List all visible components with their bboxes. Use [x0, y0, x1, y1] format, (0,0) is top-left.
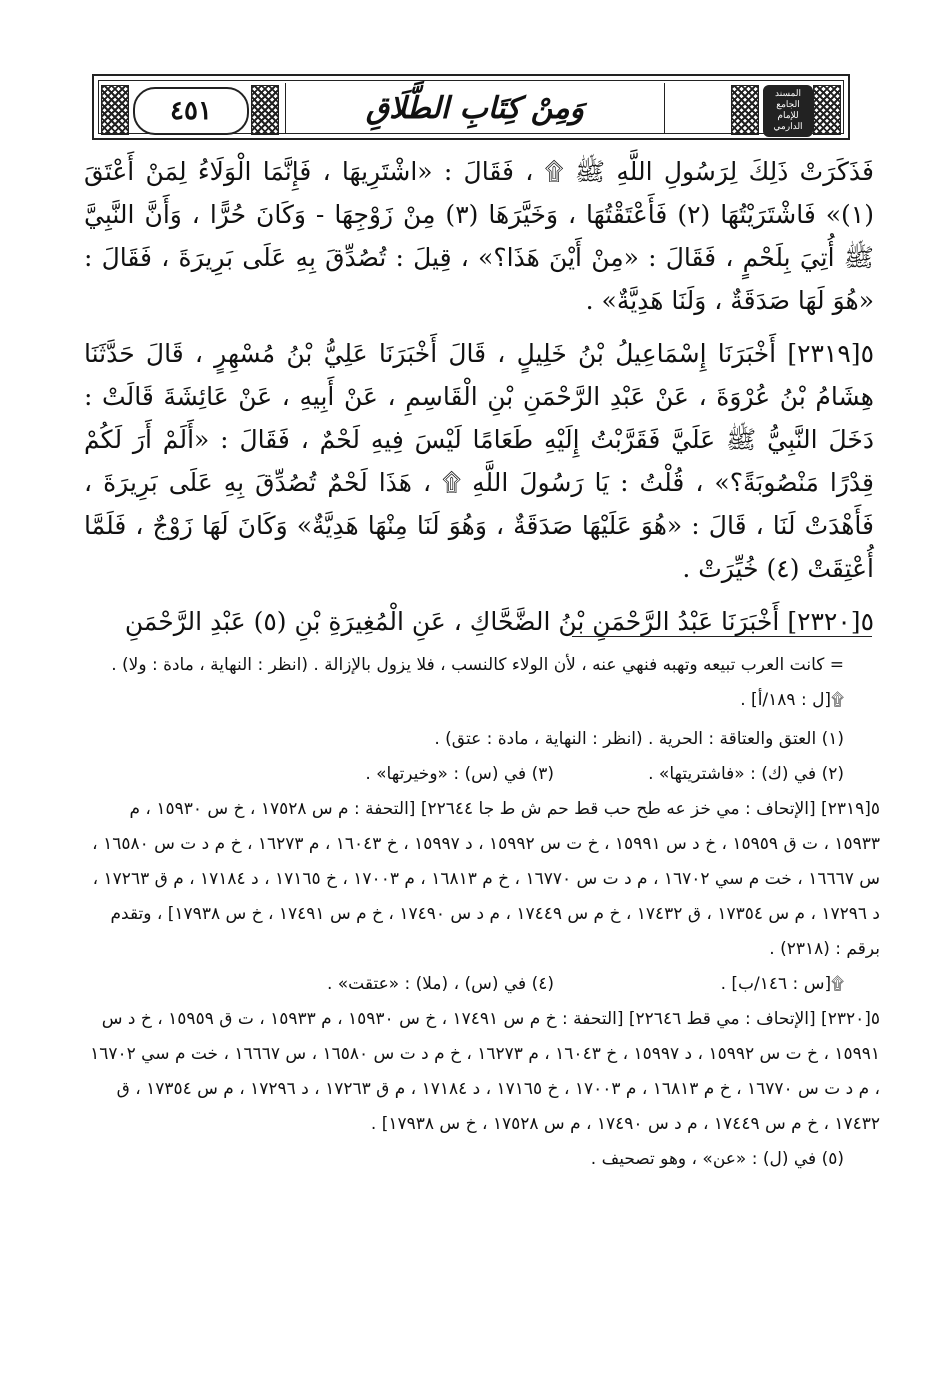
page-header: [92, 74, 850, 140]
footnote-4: (٤) في (س) ، (ملا) : «عتقت» .: [326, 974, 554, 994]
footnote-2: (٢) في (ك) : «فاشتريتها» .: [648, 764, 844, 784]
footnote-row-ref2-4: [80, 967, 880, 1002]
footnote-3: (٣) في (س) : «وخيرتها» .: [365, 764, 554, 784]
page-number: ٤٥١: [133, 87, 249, 135]
footnotes: [80, 648, 880, 1177]
footnote-continuation: = كانت العرب تبيعه وتهبه فنهي عنه ، لأن الولاء كالنسب ، فلا يزول بالإزالة . (انظر : النهاية ، مادة : ولا) .: [111, 655, 844, 675]
footnote-row-2-3: [80, 757, 880, 792]
footnote-1: (١) العتق والعتاقة : الحرية . (انظر : النهاية ، مادة : عتق) .: [434, 729, 844, 749]
book-seal: المسند الجامع للإمام الدارمي: [763, 85, 813, 137]
footnote-separator: [572, 636, 872, 637]
manuscript-ref-1: ۩[ل : ١٨٩/أ] .: [740, 690, 844, 710]
takhrij-2320: ٥[٢٣٢٠] [الإتحاف : مي قط ٢٢٦٤٦] [التحفة : خ م س ١٧٤٩١ ، خ س ١٥٩٣٠ ، م ١٥٩٣٣ ، ت ق ١٥٩٥٩ ، خ د س ١٥٩٩١ ، خ ت س ١٥٩٩٢ ، د ١٥٩٩٧ ، خ ١٦٠٤٣ ، م ١٦٢٧٣ ، خ م د ت س ١٦٥٨٠ ، س ١٦٦٦٧ ، خت م سي ١٦٧٠٢ ، م د ت س ١٦٧٧٠ ، خ م ١٦٨١٣ ، م ١٧٠٠٣ ، خ ١٧١٦٥ ، د ١٧١٨٤ ، م ق ١٧٢٦٣ ، د ١٧٢٩٦ ، م س ١٧٣٥٤ ، ق ١٧٤٣٢ ، خ م س ١٧٤٤٩ ، م د س ١٧٤٩٠ ، م س ١٧٥٢٨ ، خ س ١٧٩٣٨] .: [90, 1009, 880, 1134]
header-frame: [98, 80, 844, 134]
main-text: [84, 150, 874, 653]
right-inner-ornament-icon: [731, 85, 759, 135]
hadith-2319: ٥[٢٣١٩] أَخْبَرَنَا إِسْمَاعِيلُ بْنُ خَلِيلٍ ، قَالَ أَخْبَرَنَا عَلِيُّ بْنُ مُسْهِرٍ ، قَالَ حَدَّثَنَا هِشَامُ بْنُ عُرْوَةَ ، عَنْ عَبْدِ الرَّحْمَنِ بْنِ الْقَاسِمِ ، عَنْ أَبِيهِ ، عَنْ عَائِشَةَ قَالَتْ : دَخَلَ النَّبِيُّ ﷺ عَلَيَّ فَقَرَّبْتُ إِلَيْهِ طَعَامًا لَيْسَ فِيهِ لَحْمٌ ، فَقَالَ : «أَلَمْ أَرَ لَكُمْ قِدْرًا مَنْصُوبَةً؟» ، قُلْتُ : يَا رَسُولَ اللَّهِ ۩ ، هَذَا لَحْمٌ تُصُدِّقَ بِهِ عَلَى بَرِيرَةَ ، فَأَهْدَتْ لَنَا ، قَالَ : «هُوَ عَلَيْهَا صَدَقَةٌ ، وَهُوَ لَنَا مِنْهَا هَدِيَّةٌ» وَكَانَ لَهَا زَوْجٌ ، فَلَمَّا أُعْتِقَتْ (٤) خُيِّرَتْ .: [84, 339, 874, 583]
manuscript-ref-2: ۩[س : ١٤٦/ب] .: [720, 974, 844, 994]
takhrij-2319: ٥[٢٣١٩] [الإتحاف : مي خز عه طح حب قط حم ش ط جا ٢٢٦٤٤] [التحفة : م س ١٧٥٢٨ ، خ س ١٥٩٣٠ ، م ١٥٩٣٣ ، ت ق ١٥٩٥٩ ، خ د س ١٥٩٩١ ، خ ت س ١٥٩٩٢ ، د ١٥٩٩٧ ، خ ١٦٠٤٣ ، م ١٦٢٧٣ ، خ م د ت س ١٦٥٨٠ ، س ١٦٦٦٧ ، خت م سي ١٦٧٠٢ ، م د ت س ١٦٧٧٠ ، خ م ١٦٨١٣ ، م ١٧٠٠٣ ، خ ١٧١٦٥ ، د ١٧١٨٤ ، م ق ١٧٢٦٣ ، د ١٧٢٩٦ ، م س ١٧٣٥٤ ، ق ١٧٤٣٢ ، خ م س ١٧٤٤٩ ، م د س ١٧٤٩٠ ، خ م س ١٧٤٩١ ، خ س ١٧٩٣٨] ، وتقدم برقم : (٢٣١٨) .: [92, 799, 880, 959]
left-inner-ornament-icon: [251, 85, 279, 135]
paragraph-continuation: فَذَكَرَتْ ذَلِكَ لِرَسُولِ اللَّهِ ﷺ ۩ ، فَقَالَ : «اشْتَرِيهَا ، فَإِنَّمَا الْوَلَاءُ لِمَنْ أَعْتَقَ (١)» فَاشْتَرَيْتُهَا (٢) فَأَعْتَقْتُهَا ، وَخَيَّرَهَا (٣) مِنْ زَوْجِهَا - وَكَانَ حُرًّا ، وَأَنَّ النَّبِيَّ ﷺ أُتِيَ بِلَحْمٍ ، فَقَالَ : «مِنْ أَيْنَ هَذَا؟» ، قِيلَ : تُصُدِّقَ بِهِ عَلَى بَرِيرَةَ ، فَقَالَ : «هُوَ لَهَا صَدَقَةٌ ، وَلَنَا هَدِيَّةٌ» .: [84, 157, 874, 315]
hadith-2320: ٥[٢٣٢٠] أَخْبَرَنَا عَبْدُ الرَّحْمَنِ بْنُ الضَّحَّاكِ ، عَنِ الْمُغِيرَةِ بْنِ (٥) عَبْدِ الرَّحْمَنِ: [124, 607, 874, 636]
chapter-title: وَمِنْ كِتَابِ الطَّلَاقِ: [285, 83, 665, 133]
right-ornament-icon: [813, 85, 841, 135]
left-ornament-icon: [101, 85, 129, 135]
footnote-5: (٥) في (ل) : «عن» ، وهو تصحيف .: [590, 1149, 844, 1169]
